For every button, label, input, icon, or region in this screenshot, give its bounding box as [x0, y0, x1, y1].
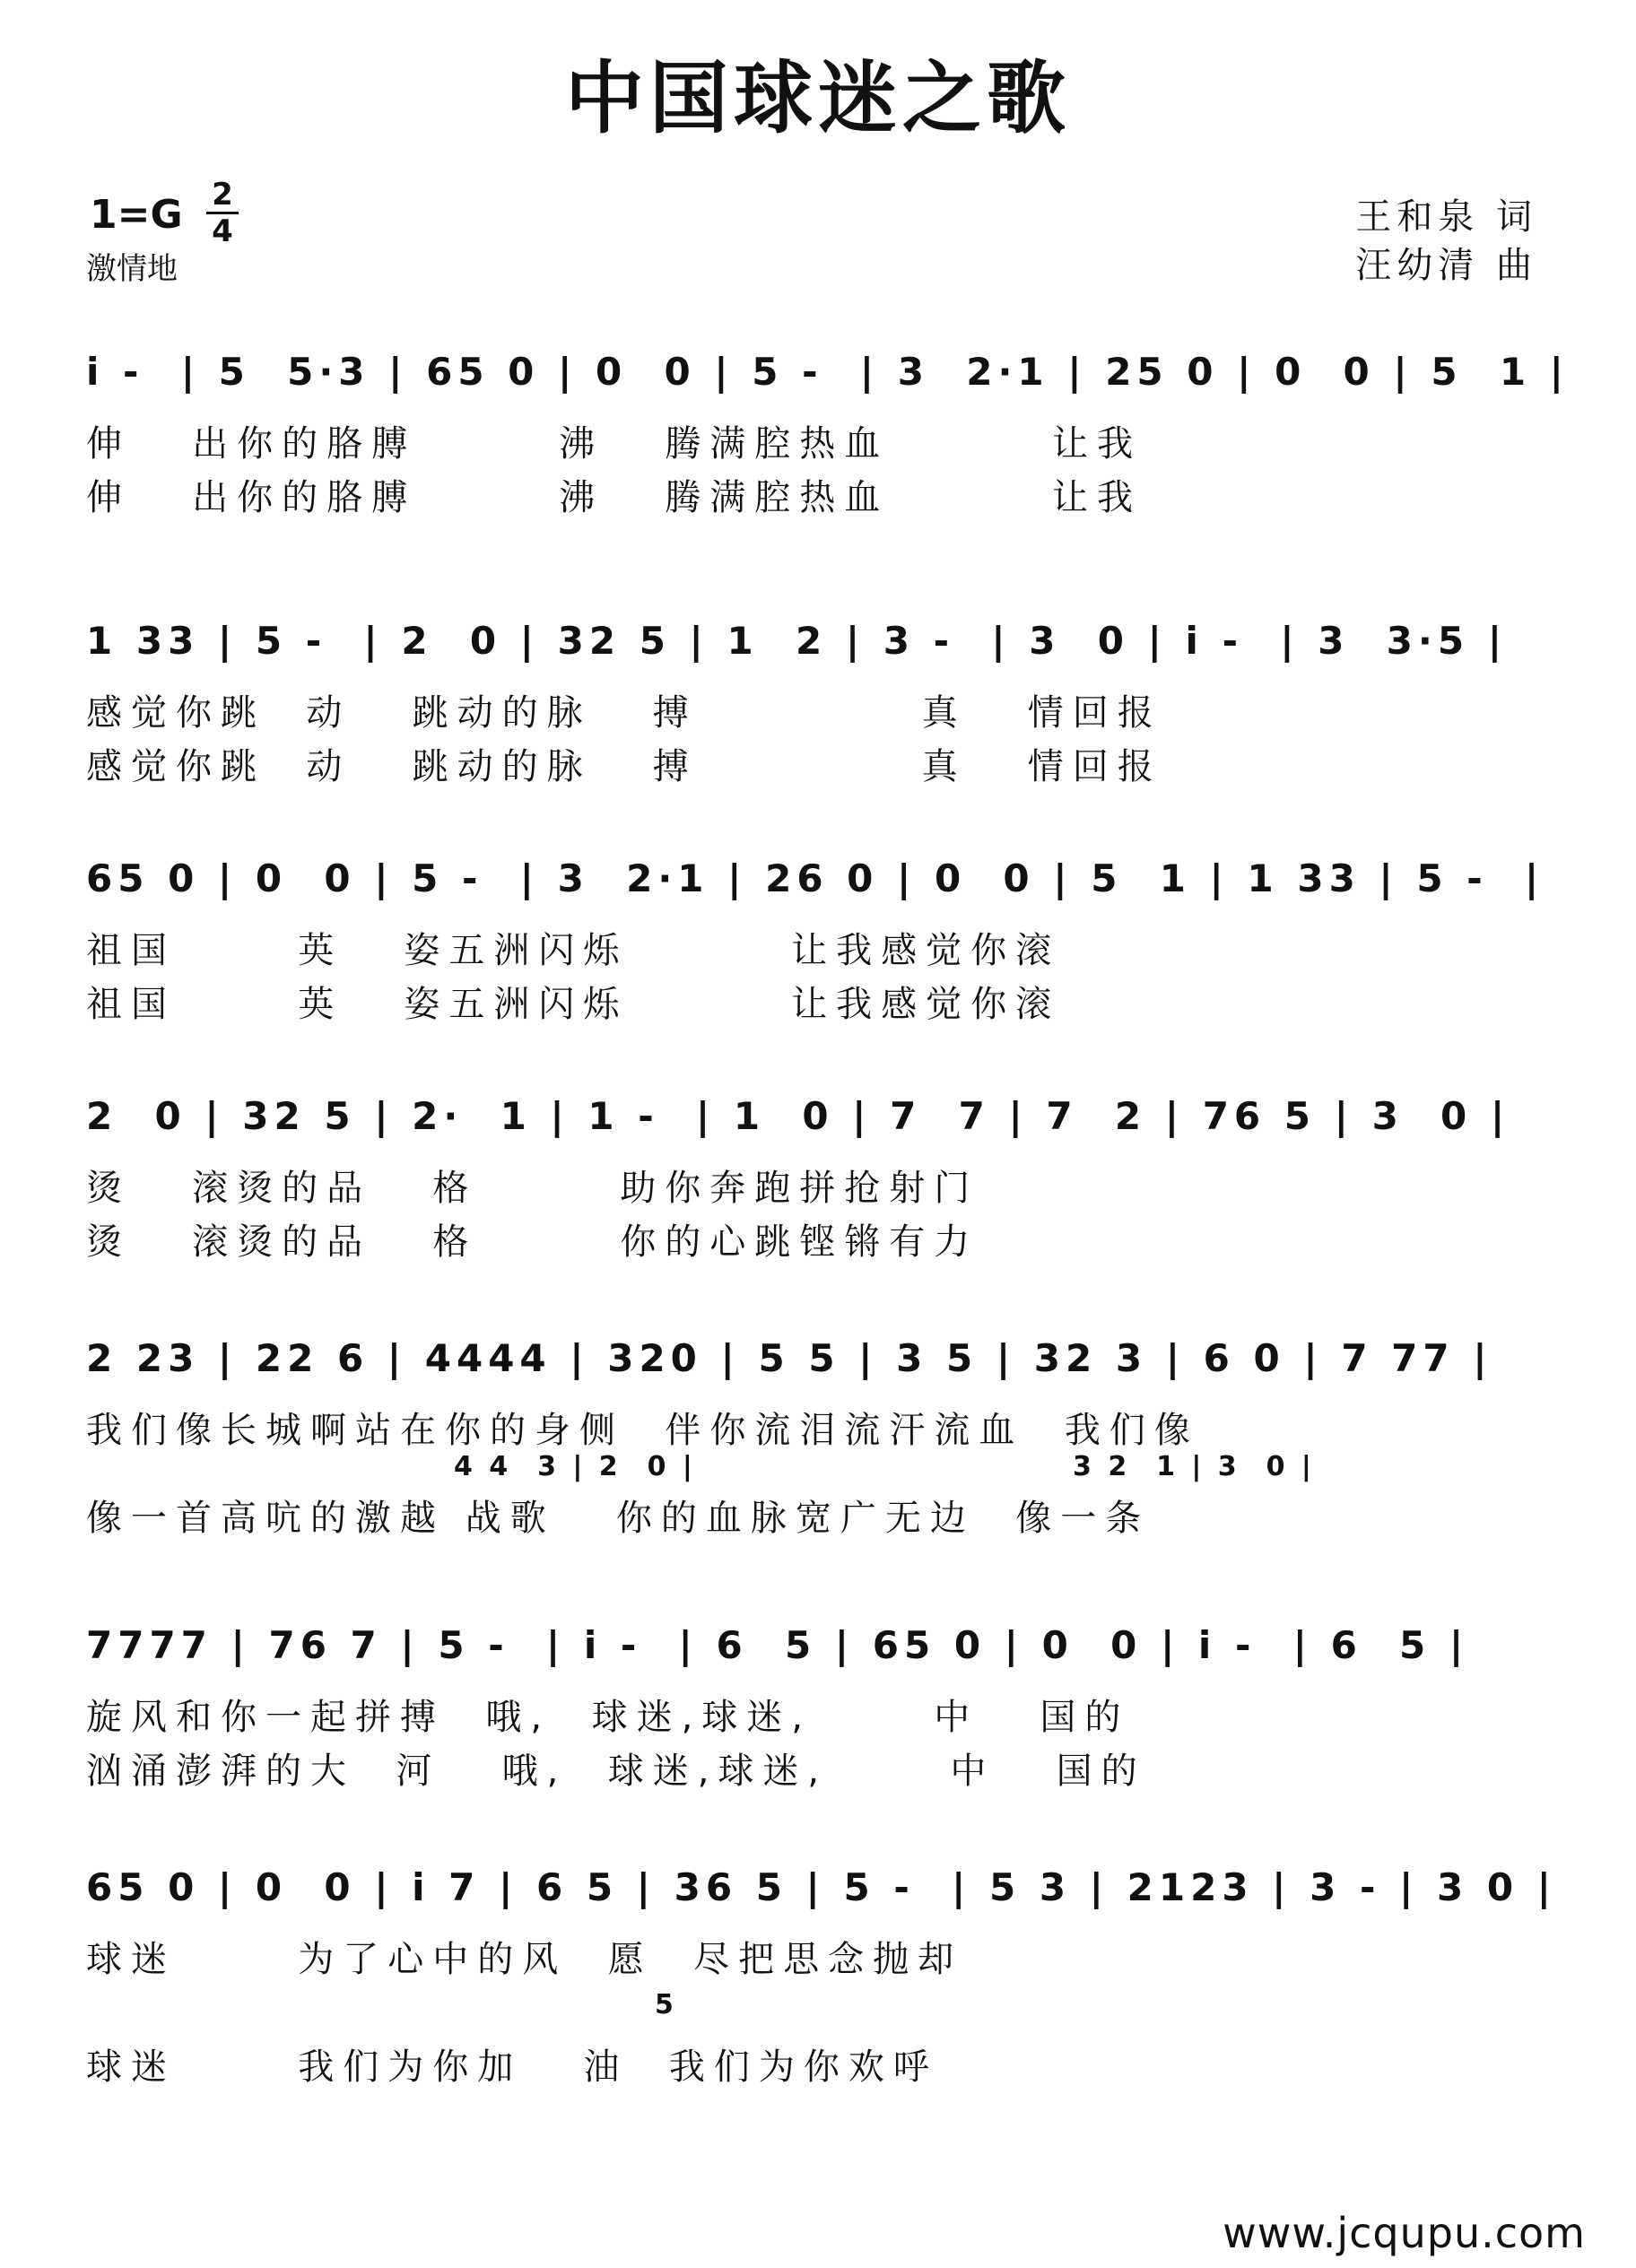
- lyrics-verse-1: 球迷 为了心中的风 愿 尽把思念抛却: [86, 1939, 963, 1980]
- meter-top: 2: [212, 177, 233, 213]
- tempo-marking: 激情地: [86, 251, 178, 287]
- alternate-notes-1: 4 4 3 | 2 0 |: [454, 1451, 696, 1482]
- composer: 汪幼清 曲: [1355, 245, 1537, 286]
- notes-line: 2 0 | 32 5 | 2· 1 | 1 - | 1 0 | 7 7 | 7 2 | 76 5 | 3 0 |: [86, 1094, 1510, 1138]
- notes-line: 65 0 | 0 0 | i 7 | 6 5 | 36 5 | 5 - | 5 3 | 2123 | 3 - | 3 0 |: [86, 1865, 1557, 1909]
- page-title: 中国球迷之歌: [564, 51, 1071, 144]
- notes-line: 2 23 | 22 6 | 4444 | 320 | 5 5 | 3 5 | 32 3 | 6 0 | 7 77 |: [86, 1336, 1492, 1380]
- lyricist: 王和泉 词: [1355, 196, 1537, 238]
- key-signature: 1=G: [90, 192, 183, 238]
- lyrics-verse-1: 烫 滚烫的品 格 助你奔跑拼抢射门: [86, 1168, 979, 1209]
- lyrics-verse-2: 伸 出你的胳膊 沸 腾满腔热血 让我: [86, 477, 1143, 518]
- lyrics-verse-2: 球迷 我们为你加 油 我们为你欢呼: [86, 2046, 938, 2088]
- notes-line: 65 0 | 0 0 | 5 - | 3 2·1 | 26 0 | 0 0 | 5 1 | 1 33 | 5 - |: [86, 856, 1545, 900]
- alternate-notes-2: 3 2 1 | 3 0 |: [1073, 1451, 1315, 1482]
- meter-bottom: 4: [212, 213, 233, 249]
- watermark-url: www.jcqupu.com: [1223, 2209, 1586, 2257]
- lyrics-verse-2: 像一首高吭的激越 战歌 你的血脉宽广无边 像一条: [86, 1498, 1151, 1539]
- lyrics-verse-1: 感觉你跳 动 跳动的脉 搏 真 情回报: [86, 692, 1162, 734]
- lyrics-verse-1: 祖国 英 姿五洲闪烁 让我感觉你滚: [86, 930, 1061, 971]
- notes-line: 1 33 | 5 - | 2 0 | 32 5 | 1 2 | 3 - | 3 0 | i - | 3 3·5 |: [86, 619, 1508, 663]
- lyrics-verse-2: 汹涌澎湃的大 河 哦, 球迷,球迷, 中 国的: [86, 1751, 1146, 1792]
- time-signature: [206, 179, 239, 247]
- alternate-note: 5: [655, 1989, 677, 2020]
- notes-line: 7777 | 76 7 | 5 - | i - | 6 5 | 65 0 | 0 0 | i - | 6 5 |: [86, 1623, 1469, 1667]
- lyrics-verse-1: 我们像长城啊站在你的身侧 伴你流泪流汗流血 我们像: [86, 1410, 1199, 1451]
- notes-line: i - | 5 5·3 | 65 0 | 0 0 | 5 - | 3 2·1 | 25 0 | 0 0 | 5 1 |: [86, 350, 1570, 394]
- lyrics-verse-1: 旋风和你一起拼搏 哦, 球迷,球迷, 中 国的: [86, 1697, 1130, 1738]
- lyrics-verse-2: 烫 滚烫的品 格 你的心跳铿锵有力: [86, 1221, 979, 1263]
- lyrics-verse-1: 伸 出你的胳膊 沸 腾满腔热血 让我: [86, 423, 1143, 465]
- lyrics-verse-2: 祖国 英 姿五洲闪烁 让我感觉你滚: [86, 984, 1061, 1025]
- lyrics-verse-2: 感觉你跳 动 跳动的脉 搏 真 情回报: [86, 746, 1162, 787]
